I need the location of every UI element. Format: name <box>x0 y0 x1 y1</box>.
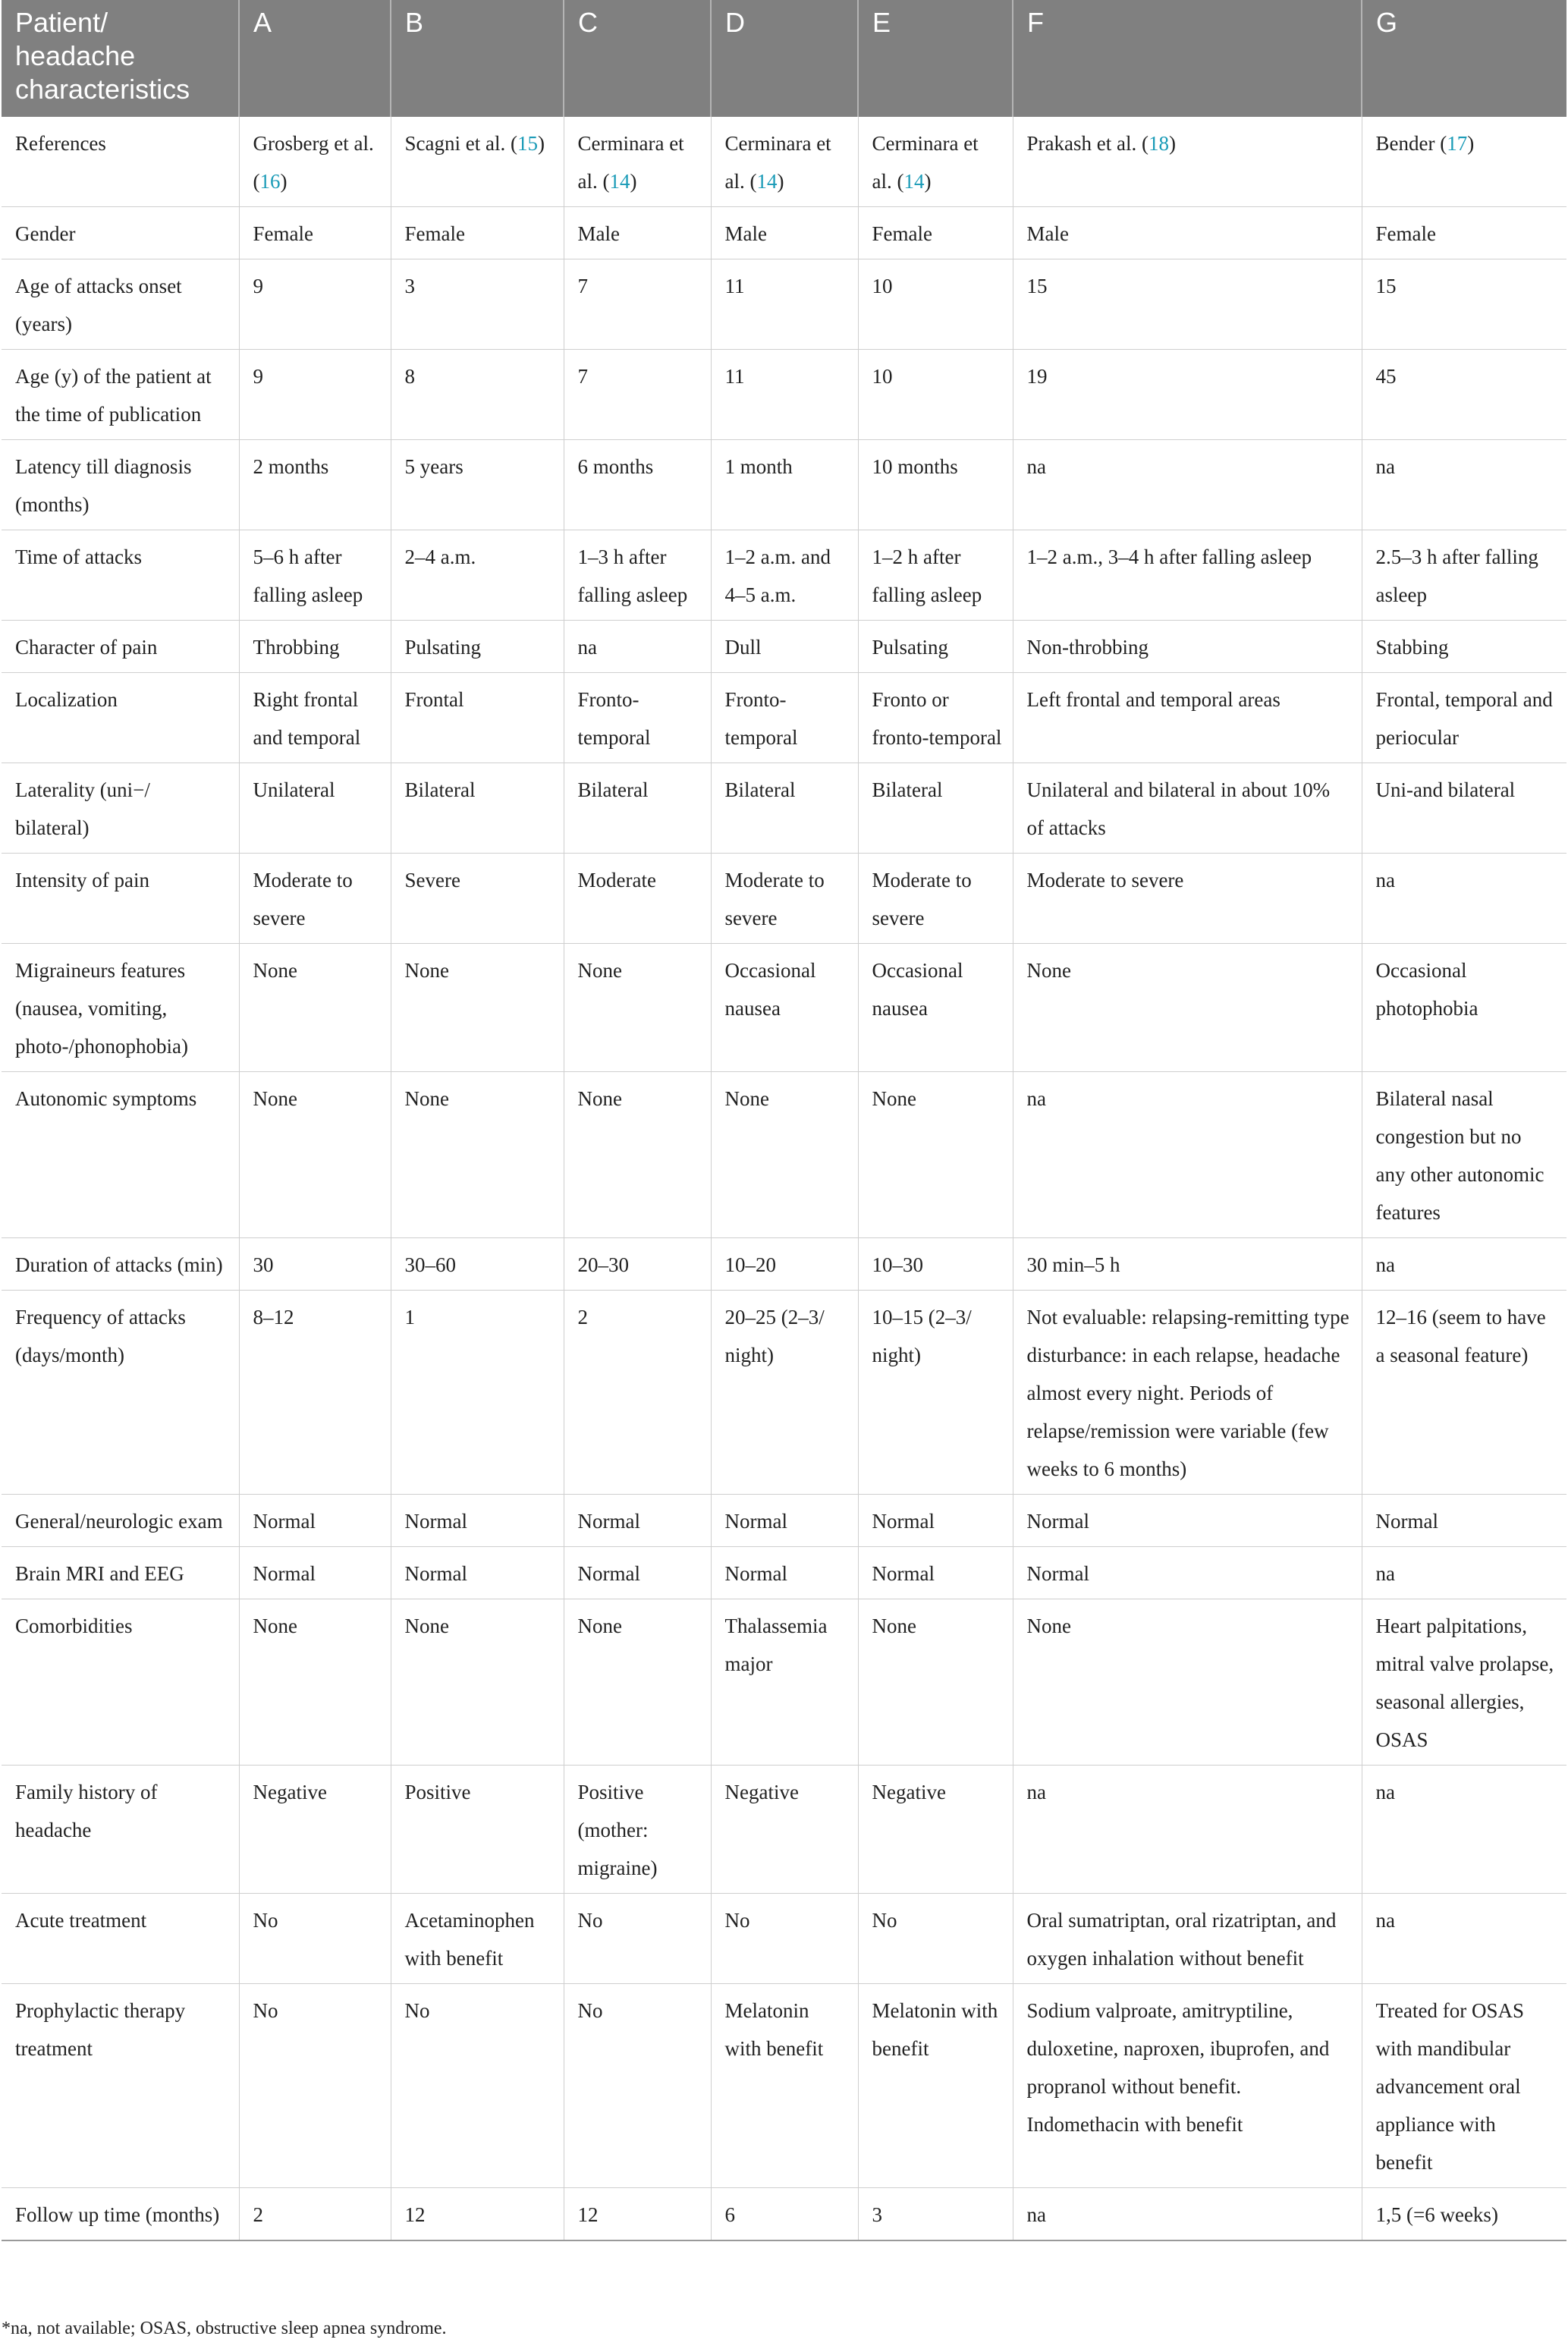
citation-link[interactable]: 14 <box>903 170 925 193</box>
table-cell: 10 <box>858 350 1013 440</box>
table-cell: 2 <box>239 2188 391 2241</box>
table-cell: No <box>564 1894 711 1984</box>
table-cell: na <box>1013 1766 1362 1894</box>
citation-link[interactable]: 14 <box>756 170 778 193</box>
table-row <box>2 944 1566 1072</box>
row-label: Acute treatment <box>2 1894 239 1984</box>
reference-text: Cerminara et al. ( <box>724 132 831 193</box>
table-cell: 15 <box>1013 259 1362 350</box>
table-cell: Normal <box>564 1547 711 1599</box>
table-cell: na <box>1362 1547 1566 1599</box>
table-cell: Oral sumatriptan, oral rizatriptan, and oxygen inhalation without benefit <box>1013 1894 1362 1984</box>
table-cell: Female <box>1362 207 1566 259</box>
table-cell: 2 <box>564 1291 711 1495</box>
table-cell: Normal <box>564 1495 711 1547</box>
citation-link[interactable]: 15 <box>517 132 538 155</box>
table-cell: 7 <box>564 259 711 350</box>
table-row <box>2 207 1566 259</box>
table-cell: 2.5–3 h after falling asleep <box>1362 530 1566 621</box>
table-cell: na <box>564 621 711 673</box>
reference-text: Grosberg et al. ( <box>253 132 374 193</box>
table-cell: Frontal <box>391 673 564 763</box>
reference-close: ) <box>537 132 545 155</box>
reference-cell <box>858 117 1013 207</box>
table-cell: Normal <box>391 1495 564 1547</box>
table-cell: Moderate to severe <box>711 854 858 944</box>
table-row <box>2 1238 1566 1291</box>
table-cell: Normal <box>711 1547 858 1599</box>
table-cell: Female <box>391 207 564 259</box>
table-cell: Bilateral <box>858 763 1013 854</box>
table-cell: Moderate to severe <box>1013 854 1362 944</box>
table-cell: na <box>1362 1894 1566 1984</box>
table-cell: None <box>858 1599 1013 1766</box>
table-cell: 5–6 h after falling asleep <box>239 530 391 621</box>
table-cell: Dull <box>711 621 858 673</box>
table-cell: Fronto-temporal <box>564 673 711 763</box>
table-cell: Normal <box>239 1547 391 1599</box>
row-label: General/neurologic exam <box>2 1495 239 1547</box>
table-cell: Male <box>564 207 711 259</box>
table-cell: None <box>858 1072 1013 1238</box>
table-row <box>2 1894 1566 1984</box>
table-cell: 12 <box>564 2188 711 2241</box>
row-label: Intensity of pain <box>2 854 239 944</box>
table-cell: 3 <box>858 2188 1013 2241</box>
table-cell: None <box>391 1599 564 1766</box>
table-cell: None <box>564 944 711 1072</box>
table-row <box>2 1072 1566 1238</box>
table-cell: 6 months <box>564 440 711 530</box>
table-cell: Fronto or fronto-temporal <box>858 673 1013 763</box>
table-cell: Left frontal and temporal areas <box>1013 673 1362 763</box>
table-cell: No <box>711 1894 858 1984</box>
table-cell: Male <box>711 207 858 259</box>
table-cell: 1–2 h after falling asleep <box>858 530 1013 621</box>
table-cell: Positive (mother: migraine) <box>564 1766 711 1894</box>
table-cell: 30 <box>239 1238 391 1291</box>
table-cell: None <box>239 1072 391 1238</box>
table-row <box>2 2188 1566 2241</box>
table-cell: 30–60 <box>391 1238 564 1291</box>
reference-cell <box>239 117 391 207</box>
table-row <box>2 440 1566 530</box>
header-patient: C <box>564 0 711 117</box>
table-cell: Right frontal and temporal <box>239 673 391 763</box>
table-cell: Fronto-temporal <box>711 673 858 763</box>
citation-link[interactable]: 17 <box>1447 132 1468 155</box>
table-cell: Moderate to severe <box>239 854 391 944</box>
table-cell: Heart palpitations, mitral valve prolapse, seasonal allergies, OSAS <box>1362 1599 1566 1766</box>
reference-close: ) <box>1467 132 1475 155</box>
table-cell: None <box>391 1072 564 1238</box>
row-label: Gender <box>2 207 239 259</box>
row-label: Age of attacks onset (years) <box>2 259 239 350</box>
table-cell: na <box>1362 1766 1566 1894</box>
reference-cell <box>391 117 564 207</box>
reference-cell <box>711 117 858 207</box>
reference-cell <box>564 117 711 207</box>
table-footnote: *na, not available; OSAS, obstructive sleep apnea syndrome. <box>2 2319 447 2338</box>
reference-close: ) <box>280 170 288 193</box>
headache-characteristics-table <box>2 0 1566 2241</box>
reference-text: Cerminara et al. ( <box>577 132 684 193</box>
table-cell: 8 <box>391 350 564 440</box>
table-cell: No <box>564 1984 711 2188</box>
table-cell: Sodium valproate, amitryptiline, duloxetine, naproxen, ibuprofen, and propranol without benefit. Indomethacin with benefit <box>1013 1984 1362 2188</box>
row-label: Duration of attacks (min) <box>2 1238 239 1291</box>
row-label: Comorbidities <box>2 1599 239 1766</box>
table-cell: Normal <box>858 1547 1013 1599</box>
row-label: Latency till diagnosis (months) <box>2 440 239 530</box>
row-label: Age (y) of the patient at the time of publication <box>2 350 239 440</box>
reference-close: ) <box>777 170 784 193</box>
row-label: Autonomic symptoms <box>2 1072 239 1238</box>
table-cell: Female <box>239 207 391 259</box>
table-cell: na <box>1013 2188 1362 2241</box>
header-patient: D <box>711 0 858 117</box>
table-cell: Occasional nausea <box>858 944 1013 1072</box>
table-cell: 10–30 <box>858 1238 1013 1291</box>
table-cell: na <box>1013 1072 1362 1238</box>
table-cell: 20–30 <box>564 1238 711 1291</box>
row-label: Follow up time (months) <box>2 2188 239 2241</box>
table-cell: Bilateral nasal congestion but no any other autonomic features <box>1362 1072 1566 1238</box>
table-row <box>2 1547 1566 1599</box>
table-cell: Bilateral <box>564 763 711 854</box>
table-row <box>2 673 1566 763</box>
table-cell: 19 <box>1013 350 1362 440</box>
reference-text: Cerminara et al. ( <box>872 132 979 193</box>
table-cell: No <box>239 1894 391 1984</box>
reference-close: ) <box>630 170 637 193</box>
table-cell: 10 <box>858 259 1013 350</box>
table-row <box>2 117 1566 207</box>
table-cell: 9 <box>239 259 391 350</box>
table-cell: na <box>1362 440 1566 530</box>
row-label: Frequency of attacks (days/month) <box>2 1291 239 1495</box>
table-cell: Bilateral <box>391 763 564 854</box>
citation-link[interactable]: 18 <box>1148 132 1169 155</box>
reference-cell <box>1362 117 1566 207</box>
reference-text: Prakash et al. ( <box>1026 132 1149 155</box>
table-cell: Stabbing <box>1362 621 1566 673</box>
table-cell: Normal <box>1013 1495 1362 1547</box>
table-row <box>2 621 1566 673</box>
reference-text: Bender ( <box>1375 132 1447 155</box>
citation-link[interactable]: 14 <box>609 170 630 193</box>
table-cell: None <box>1013 1599 1362 1766</box>
row-label: References <box>2 117 239 207</box>
table-row <box>2 1766 1566 1894</box>
table-row <box>2 350 1566 440</box>
table-cell: Moderate <box>564 854 711 944</box>
table-cell: 6 <box>711 2188 858 2241</box>
table-cell: 12–16 (seem to have a seasonal feature) <box>1362 1291 1566 1495</box>
reference-close: ) <box>924 170 932 193</box>
table-cell: 10 months <box>858 440 1013 530</box>
table-cell: 1–2 a.m., 3–4 h after falling asleep <box>1013 530 1362 621</box>
table-cell: 45 <box>1362 350 1566 440</box>
reference-text: Scagni et al. ( <box>404 132 517 155</box>
table-cell: 1–3 h after falling asleep <box>564 530 711 621</box>
table-cell: 3 <box>391 259 564 350</box>
table-cell: Negative <box>858 1766 1013 1894</box>
table-cell: Uni-and bilateral <box>1362 763 1566 854</box>
table-cell: 12 <box>391 2188 564 2241</box>
table-cell: 20–25 (2–3/ night) <box>711 1291 858 1495</box>
table-cell: 30 min–5 h <box>1013 1238 1362 1291</box>
table-cell: None <box>239 944 391 1072</box>
table-cell: Non-throbbing <box>1013 621 1362 673</box>
table-cell: Male <box>1013 207 1362 259</box>
citation-link[interactable]: 16 <box>259 170 281 193</box>
table-cell: Unilateral and bilateral in about 10% of attacks <box>1013 763 1362 854</box>
table-cell: None <box>1013 944 1362 1072</box>
table-cell: Normal <box>711 1495 858 1547</box>
table-row <box>2 259 1566 350</box>
reference-close: ) <box>1168 132 1176 155</box>
table-cell: 1 <box>391 1291 564 1495</box>
header-patient: G <box>1362 0 1566 117</box>
table-cell: Normal <box>391 1547 564 1599</box>
table-row <box>2 1495 1566 1547</box>
table-cell: Bilateral <box>711 763 858 854</box>
table-cell: Severe <box>391 854 564 944</box>
table-row <box>2 854 1566 944</box>
table-cell: Occasional photophobia <box>1362 944 1566 1072</box>
table-cell: Negative <box>711 1766 858 1894</box>
table-cell: Acetaminophen with benefit <box>391 1894 564 1984</box>
table-cell: 2–4 a.m. <box>391 530 564 621</box>
row-label: Brain MRI and EEG <box>2 1547 239 1599</box>
table-cell: No <box>239 1984 391 2188</box>
table-row <box>2 1599 1566 1766</box>
table-cell: 10–20 <box>711 1238 858 1291</box>
table-cell: Occasional nausea <box>711 944 858 1072</box>
table-cell: None <box>564 1599 711 1766</box>
table-cell: Moderate to severe <box>858 854 1013 944</box>
table-cell: Melatonin with benefit <box>858 1984 1013 2188</box>
table-cell: Negative <box>239 1766 391 1894</box>
table-cell: None <box>564 1072 711 1238</box>
header-patient: B <box>391 0 564 117</box>
table-cell: Normal <box>858 1495 1013 1547</box>
table-cell: 1–2 a.m. and 4–5 a.m. <box>711 530 858 621</box>
table-row <box>2 763 1566 854</box>
table-cell: Treated for OSAS with mandibular advancement oral appliance with benefit <box>1362 1984 1566 2188</box>
table-cell: 10–15 (2–3/ night) <box>858 1291 1013 1495</box>
table-cell: na <box>1362 1238 1566 1291</box>
table-row <box>2 1984 1566 2188</box>
header-corner: Patient/ headache characteristics <box>2 0 239 117</box>
table-cell: Not evaluable: relapsing-remitting type disturbance: in each relapse, headache almost every night. Periods of relapse/remission were variable (few weeks to 6 months) <box>1013 1291 1362 1495</box>
table-cell: 1,5 (=6 weeks) <box>1362 2188 1566 2241</box>
reference-cell <box>1013 117 1362 207</box>
table-cell: 9 <box>239 350 391 440</box>
table-cell: 2 months <box>239 440 391 530</box>
table-cell: None <box>711 1072 858 1238</box>
table-cell: Normal <box>1013 1547 1362 1599</box>
table-row <box>2 530 1566 621</box>
table-cell: Positive <box>391 1766 564 1894</box>
table-cell: 15 <box>1362 259 1566 350</box>
table-cell: Melatonin with benefit <box>711 1984 858 2188</box>
table-cell: No <box>858 1894 1013 1984</box>
row-label: Family history of headache <box>2 1766 239 1894</box>
table-cell: Normal <box>1362 1495 1566 1547</box>
table-cell: 8–12 <box>239 1291 391 1495</box>
table-cell: 11 <box>711 259 858 350</box>
row-label: Localization <box>2 673 239 763</box>
table-cell: Normal <box>239 1495 391 1547</box>
row-label: Migraineurs features (nausea, vomiting, photo-/phonophobia) <box>2 944 239 1072</box>
table-cell: 7 <box>564 350 711 440</box>
table-cell: na <box>1013 440 1362 530</box>
table-cell: Pulsating <box>858 621 1013 673</box>
table-cell: na <box>1362 854 1566 944</box>
header-row <box>2 0 1566 117</box>
table-cell: Frontal, temporal and periocular <box>1362 673 1566 763</box>
header-patient: A <box>239 0 391 117</box>
row-label: Laterality (uni−/ bilateral) <box>2 763 239 854</box>
table-cell: 5 years <box>391 440 564 530</box>
table-cell: None <box>391 944 564 1072</box>
table-cell: None <box>239 1599 391 1766</box>
table-cell: No <box>391 1984 564 2188</box>
table-cell: Thalassemia major <box>711 1599 858 1766</box>
table-cell: Throbbing <box>239 621 391 673</box>
table-cell: Female <box>858 207 1013 259</box>
row-label: Time of attacks <box>2 530 239 621</box>
header-patient: F <box>1013 0 1362 117</box>
row-label: Character of pain <box>2 621 239 673</box>
table-cell: Unilateral <box>239 763 391 854</box>
table-row <box>2 1291 1566 1495</box>
header-patient: E <box>858 0 1013 117</box>
table-cell: 11 <box>711 350 858 440</box>
row-label: Prophylactic therapy treatment <box>2 1984 239 2188</box>
table-cell: Pulsating <box>391 621 564 673</box>
table-cell: 1 month <box>711 440 858 530</box>
